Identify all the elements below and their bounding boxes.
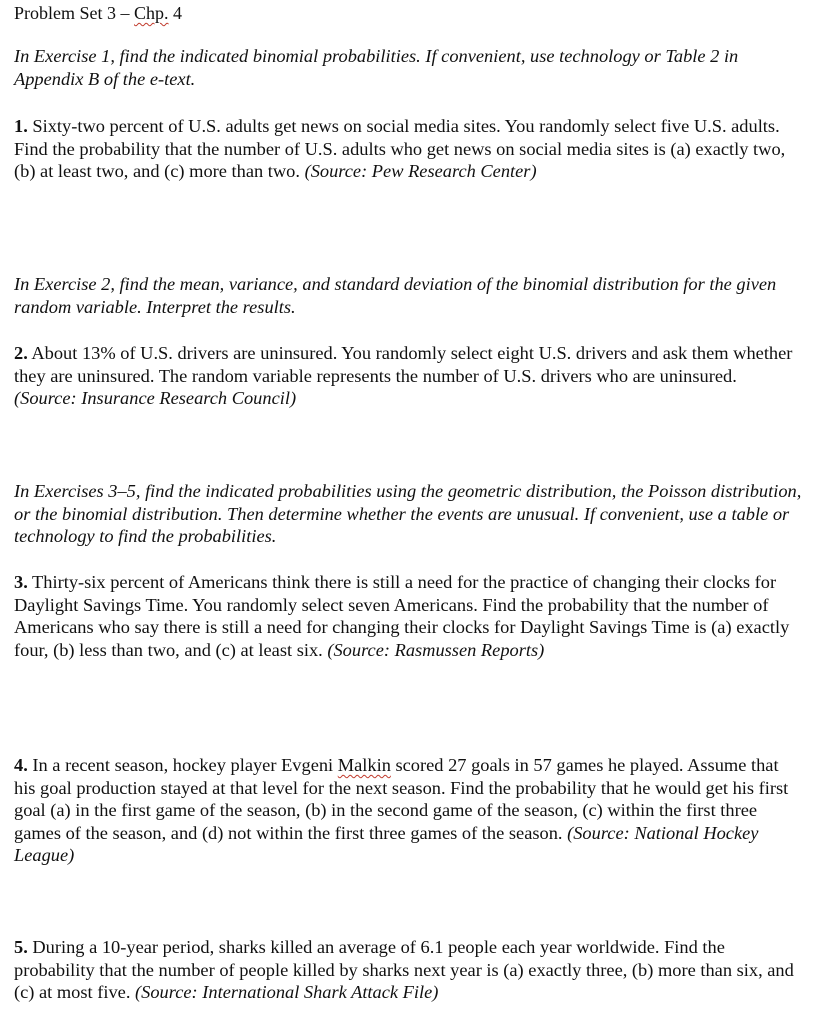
exercise-3-text: Thirty-six percent of Americans think there is still a need for the practice of changing their clocks for Daylight Savings Time. You randomly select seven Americans. Find the probability that the number of Americans who say there is still a need for changing their clocks for Daylight Savings Time is (a) exactly four, (b) less than two, and (c) at least six. (14, 572, 790, 660)
page-title (14, 2, 182, 24)
exercise-4-text-after: scored 27 goals in 57 games he played. Assume that his goal production stayed at that level for the next season. Find the probability that he would get his first goal (a) in the first game of the season, (b) in the second game of the season, (c) within the first three games of the season, and (d) not within the first three games of the season. (14, 755, 789, 843)
exercise-4-number: 4. (14, 755, 28, 775)
exercise-5-number: 5. (14, 937, 28, 957)
exercise-4 (14, 754, 804, 867)
exercise-1-number: 1. (14, 116, 28, 136)
title-chp-misspelled: Chp. (134, 3, 169, 23)
exercise-5-source: (Source: International Shark Attack File) (135, 982, 439, 1003)
title-prefix: Problem Set 3 – (14, 3, 134, 23)
exercise-1-text: Sixty-two percent of U.S. adults get news on social media sites. You randomly select five U.S. adults. Find the probability that the number of U.S. adults who get news on social media sites is (a) exactly two, (b) at least two, and (c) more than two. (14, 116, 786, 182)
exercise-2-source: (Source: Insurance Research Council) (14, 388, 297, 409)
exercise-2 (14, 342, 804, 410)
instruction-exercise-1: In Exercise 1, find the indicated binomial probabilities. If convenient, use technology or Table 2 in Appendix B of the e-text. (14, 46, 739, 89)
exercise-4-text-before: In a recent season, hockey player Evgeni (27, 755, 338, 775)
exercise-3 (14, 571, 804, 661)
title-suffix: 4 (168, 3, 183, 23)
exercise-5 (14, 936, 804, 1004)
instruction-exercise-2: In Exercise 2, find the mean, variance, and standard deviation of the binomial distribution for the given random variable. Interpret the results. (14, 274, 777, 317)
exercise-1 (14, 115, 804, 183)
instruction-exercises-3-5: In Exercises 3–5, find the indicated probabilities using the geometric distribution, the Poisson distribution, or the binomial distribution. Then determine whether the events are unusual. If convenient, use a table or technology to find the probabilities. (14, 481, 802, 547)
exercise-2-text: About 13% of U.S. drivers are uninsured. You randomly select eight U.S. drivers and ask them whether they are uninsured. The random variable represents the number of U.S. drivers who are uninsured. (14, 343, 793, 386)
exercise-2-number: 2. (14, 343, 28, 363)
exercise-5-text: During a 10-year period, sharks killed an average of 6.1 people each year worldwide. Find the probability that the number of people killed by sharks next year is (a) exactly three, (b) more than six, and (c) at most five. (14, 937, 794, 1003)
exercise-4-source: (Source: National Hockey League) (14, 822, 759, 866)
exercise-3-source: (Source: Rasmussen Reports) (327, 639, 545, 660)
exercise-3-number: 3. (14, 572, 28, 592)
exercise-4-name-misspelled: Malkin (337, 755, 391, 775)
exercise-1-source: (Source: Pew Research Center) (304, 161, 537, 182)
